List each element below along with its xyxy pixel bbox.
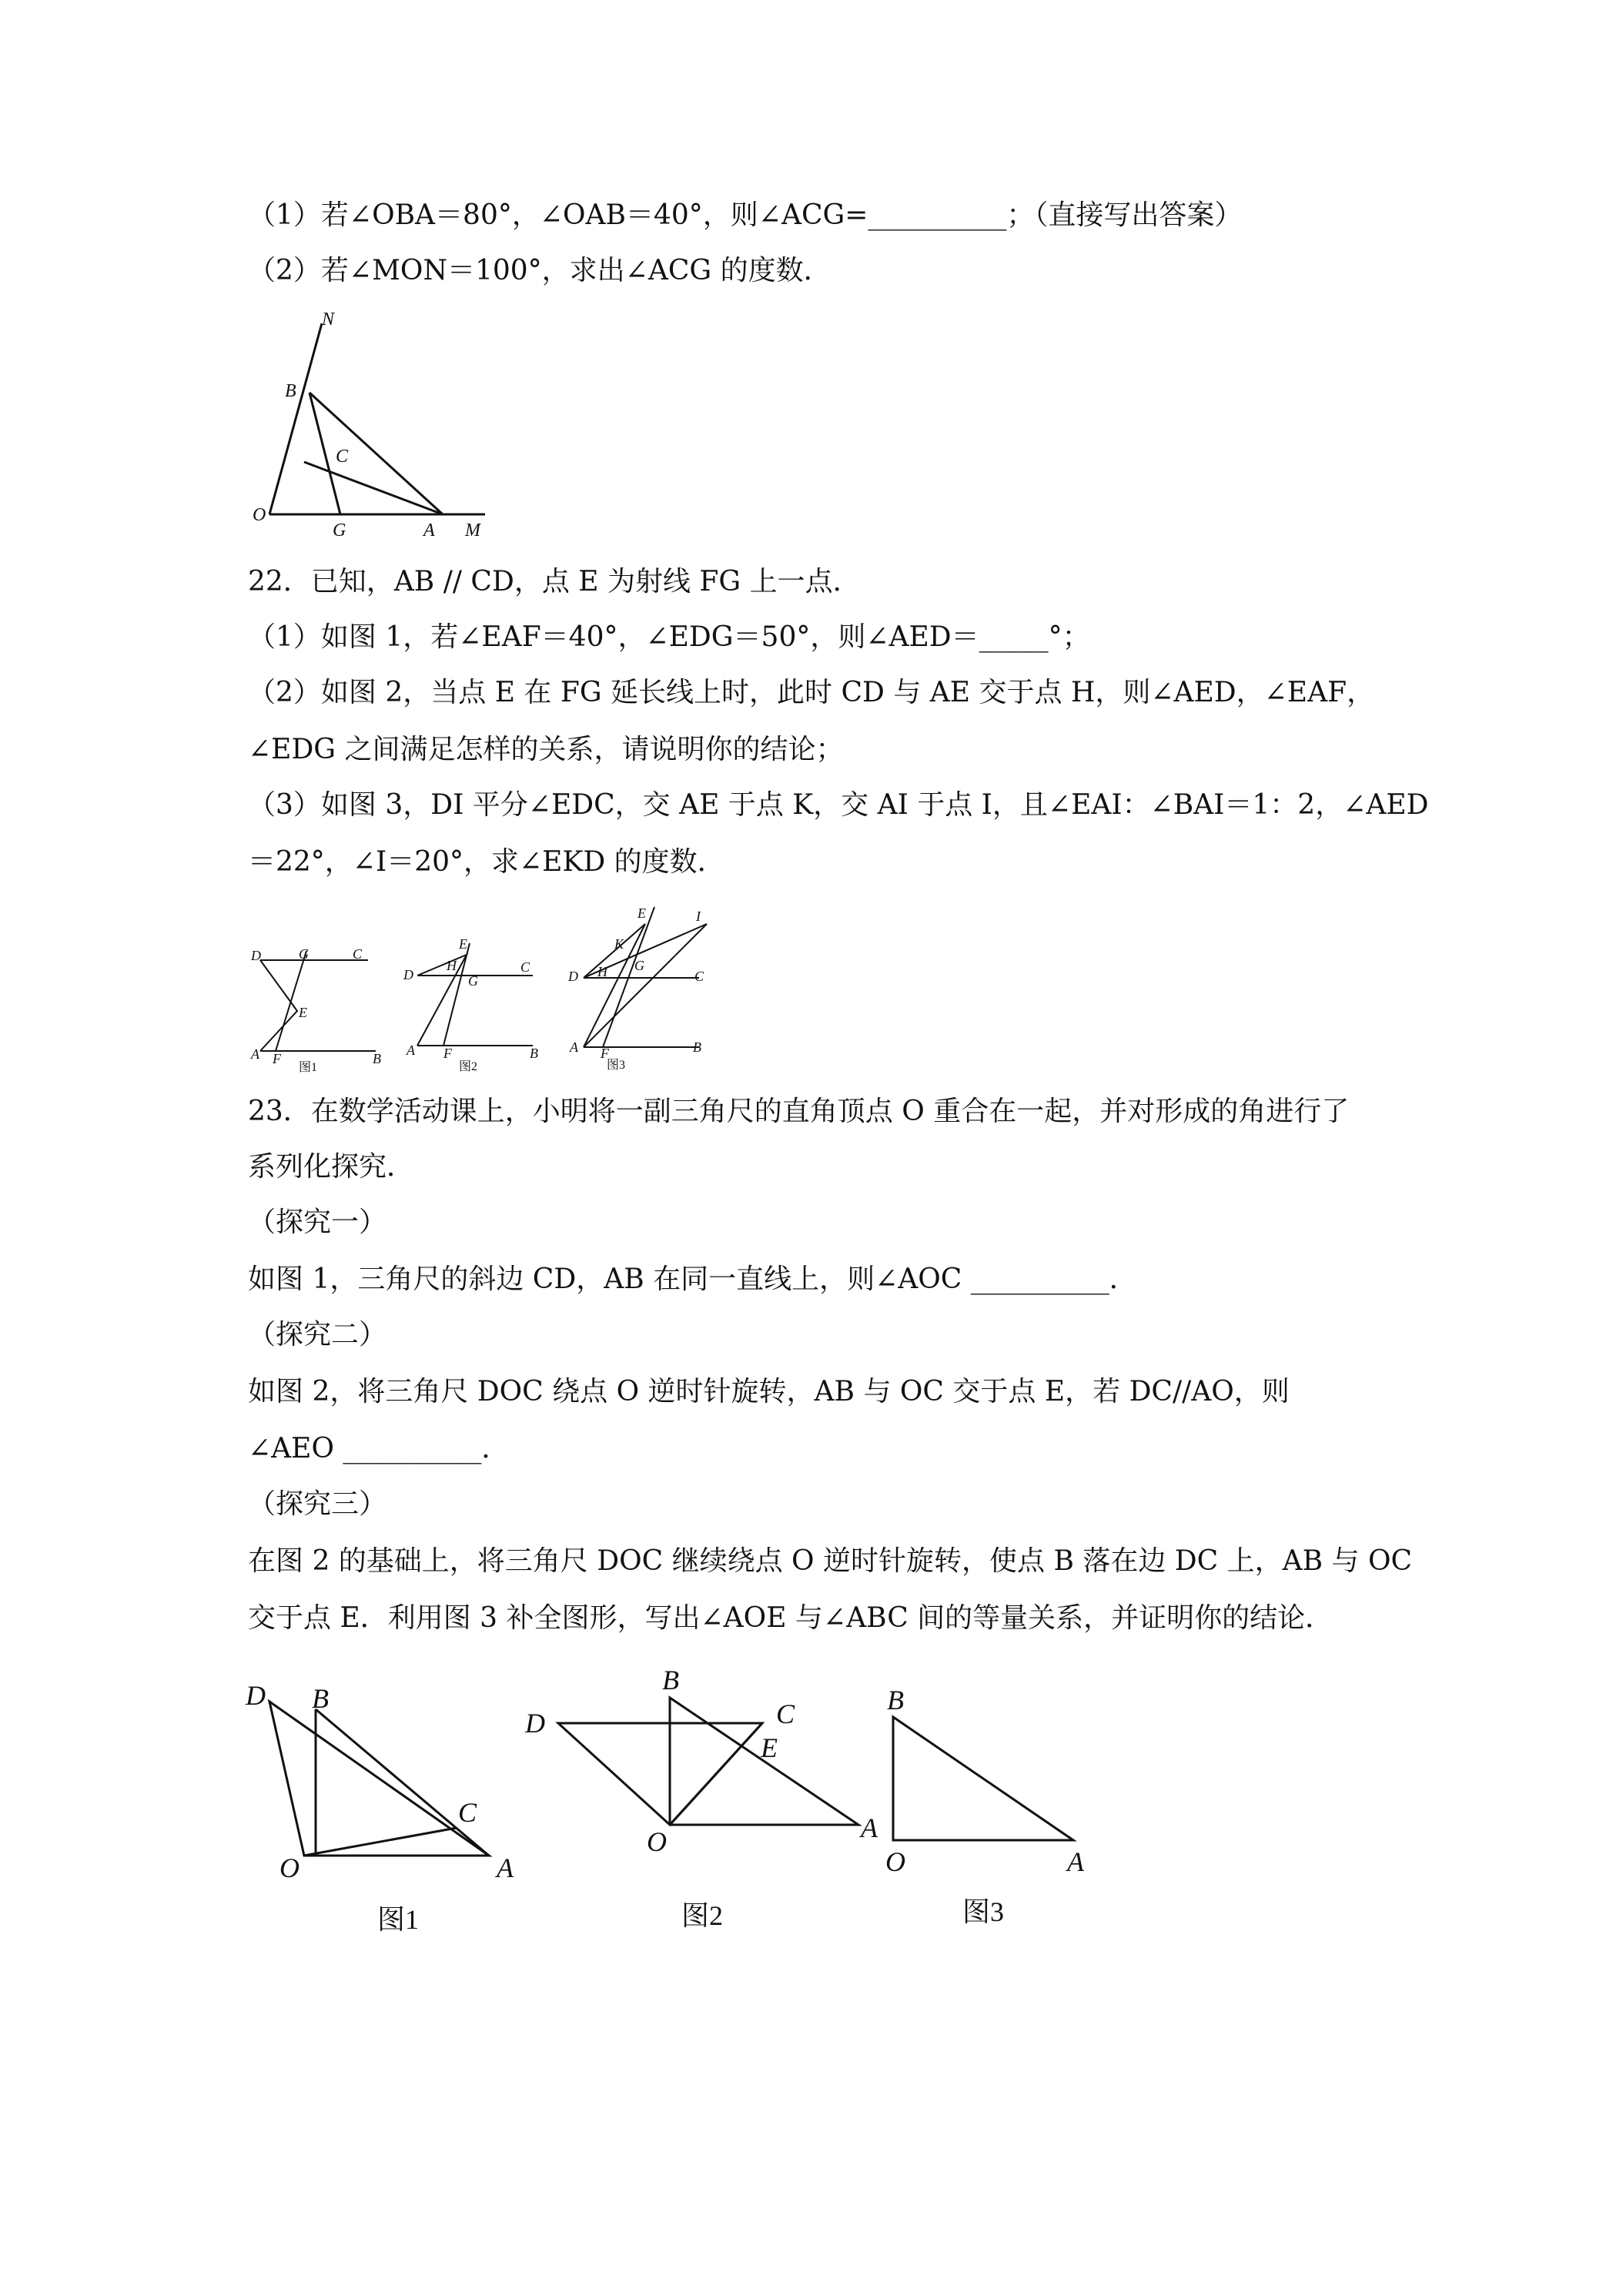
q21-figure	[246, 308, 500, 547]
label-F: F	[273, 1051, 281, 1066]
label-G: G	[634, 958, 644, 973]
q21-part1: （1）若∠OBA＝80°，∠OAB＝40°，则∠ACG=__________；（直接写出答案）	[248, 199, 1243, 231]
q23-figure-1	[243, 1678, 535, 1940]
label-B: B	[373, 1051, 381, 1066]
label-I: I	[696, 909, 701, 924]
label-G: G	[299, 946, 309, 962]
label-B: B	[530, 1046, 538, 1061]
label-D: D	[251, 948, 261, 963]
caption-fig1: 图1	[377, 1904, 420, 1935]
label-B: B	[285, 381, 296, 401]
label-G: G	[333, 520, 346, 541]
label-N: N	[322, 310, 335, 330]
explore3-heading: （探究三）	[248, 1488, 387, 1520]
label-A: A	[570, 1039, 578, 1055]
caption-fig3: 图3	[607, 1059, 626, 1072]
label-D: D	[568, 969, 578, 984]
label-D: D	[246, 1680, 266, 1711]
label-G: G	[468, 973, 478, 989]
q23-stem-line1: 23．在数学活动课上，小明将一副三角尺的直角顶点 O 重合在一起，并对形成的角进行了	[248, 1096, 1350, 1127]
label-B: B	[312, 1683, 329, 1714]
q23-figure-3	[870, 1678, 1116, 1940]
label-C: C	[353, 946, 363, 962]
label-A: A	[407, 1043, 415, 1058]
q22-figure-1	[245, 943, 399, 1074]
q22-part2-line1: （2）如图 2，当点 E 在 FG 延长线上时，此时 CD 与 AE 交于点 H，则∠AED，∠EAF，	[248, 677, 1375, 708]
label-F: F	[443, 1046, 452, 1061]
label-A: A	[251, 1046, 259, 1062]
explore2-text-line2: ∠AEO __________．	[248, 1433, 510, 1464]
label-A: A	[423, 520, 435, 541]
label-E: E	[459, 936, 467, 952]
caption-fig3: 图3	[962, 1896, 1005, 1927]
label-B: B	[887, 1685, 904, 1715]
q22-part3-line1: （3）如图 3，DI 平分∠EDC，交 AE 于点 K，交 AI 于点 I，且∠EAI：∠BAI＝1：2，∠AED	[248, 789, 1429, 821]
label-H: H	[447, 958, 457, 973]
q21-part2: （2）若∠MON＝100°，求出∠ACG 的度数．	[248, 255, 832, 286]
q22-figure-3	[561, 901, 730, 1072]
explore3-text-line2: 交于点 E．利用图 3 补全图形，写出∠AOE 与∠ABC 间的等量关系，并证明你的结论．	[248, 1602, 1334, 1634]
label-M: M	[465, 520, 480, 541]
caption-fig2: 图2	[459, 1060, 478, 1073]
label-O: O	[647, 1826, 667, 1857]
label-A: A	[497, 1853, 514, 1883]
q23-figure-2	[516, 1655, 901, 1940]
q22-part3-line2: ＝22°，∠I＝20°，求∠EKD 的度数．	[248, 846, 725, 878]
caption-fig2: 图2	[681, 1900, 724, 1931]
q22-part2-line2: ∠EDG 之间满足怎样的关系，请说明你的结论；	[248, 734, 844, 765]
label-K: K	[614, 936, 624, 952]
q22-stem: 22．已知，AB // CD，点 E 为射线 FG 上一点．	[248, 566, 861, 597]
label-O: O	[279, 1853, 300, 1883]
label-A: A	[861, 1812, 878, 1843]
label-C: C	[520, 959, 530, 975]
q23-stem-line2: 系列化探究．	[248, 1151, 415, 1183]
label-E: E	[761, 1732, 778, 1763]
label-B: B	[662, 1665, 679, 1695]
label-E: E	[637, 905, 646, 921]
explore3-text-line1: 在图 2 的基础上，将三角尺 DOC 继续绕点 O 逆时针旋转，使点 B 落在边 DC 上，AB 与 OC	[248, 1545, 1413, 1577]
label-C: C	[458, 1797, 477, 1828]
label-O: O	[885, 1846, 905, 1877]
explore1-heading: （探究一）	[248, 1207, 387, 1238]
label-O: O	[253, 505, 266, 525]
q22-figure-2	[400, 932, 554, 1074]
label-C: C	[694, 969, 704, 984]
explore2-heading: （探究二）	[248, 1319, 387, 1350]
label-D: D	[525, 1708, 545, 1739]
explore1-text: 如图 1，三角尺的斜边 CD，AB 在同一直线上，则∠AOC __________．	[248, 1263, 1137, 1295]
explore2-text-line1: 如图 2，将三角尺 DOC 绕点 O 逆时针旋转，AB 与 OC 交于点 E，若 DC//AO，则	[248, 1376, 1290, 1407]
label-B: B	[693, 1039, 701, 1055]
caption-fig1: 图1	[299, 1061, 318, 1074]
label-C: C	[336, 447, 349, 467]
label-A: A	[1067, 1846, 1084, 1877]
label-D: D	[403, 967, 413, 982]
label-H: H	[597, 964, 607, 979]
label-F: F	[601, 1046, 609, 1061]
label-C: C	[776, 1699, 795, 1729]
q22-part1: （1）如图 1，若∠EAF＝40°，∠EDG＝50°，则∠AED＝_____°；	[248, 621, 1090, 653]
label-E: E	[299, 1005, 307, 1020]
